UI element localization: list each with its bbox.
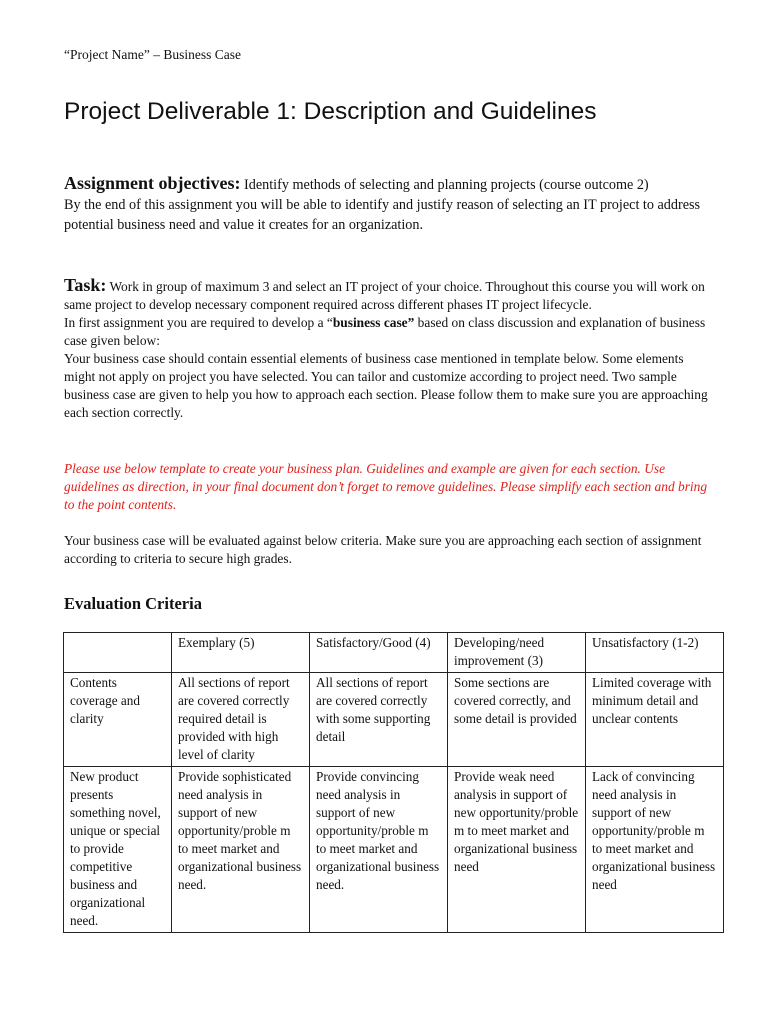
task-business-case-term: business case”: [332, 315, 415, 330]
table-cell: Provide convincing need analysis in support of new opportunity/proble m to meet market and organizational business need.: [310, 767, 448, 933]
table-cell: All sections of report are covered correctly with some supporting detail: [310, 673, 448, 767]
header-cell-satisfactory: Satisfactory/Good (4): [310, 633, 448, 673]
objectives-label: Assignment objectives:: [64, 173, 241, 193]
table-cell: Lack of convincing need analysis in support of new opportunity/proble m to meet market and organizational business need: [586, 767, 724, 933]
evaluation-table: [63, 632, 724, 933]
objectives-section: [64, 173, 714, 235]
table-row: [64, 673, 724, 767]
table-cell: All sections of report are covered correctly required detail is provided with high level of clarity: [172, 673, 310, 767]
task-template-note: Your business case should contain essential elements of business case mentioned in template below. Some elements might not apply on project you have selected. You can tailor and customize according to project need. Two sample business case are given to help you how to approach each section. Please follow them to make sure you are approaching each section correctly.: [64, 351, 708, 420]
table-cell: New product presents something novel, unique or special to provide competitive business and organizational need.: [64, 767, 172, 933]
header-cell-exemplary: Exemplary (5): [172, 633, 310, 673]
objectives-detail: By the end of this assignment you will be able to identify and justify reason of selecting an IT project to address potential business need and value it creates for an organization.: [64, 197, 701, 233]
header-cell-developing: Developing/need improvement (3): [448, 633, 586, 673]
task-text: Work in group of maximum 3 and select an IT project of your choice. Throughout this course you will work on same project to develop necessary component required across different phases IT project lifecycle.: [64, 279, 705, 312]
document-header: “Project Name” – Business Case: [64, 47, 241, 62]
header-cell-blank: [64, 633, 172, 673]
objectives-text: Identify methods of selecting and planning projects (course outcome 2): [240, 177, 649, 193]
task-assignment-pre: In first assignment you are required to develop a “: [64, 315, 333, 330]
page-title: Project Deliverable 1: Description and Guidelines: [64, 98, 597, 125]
evaluation-note: Your business case will be evaluated against below criteria. Make sure you are approaching each section of assignment according to criteria to secure high grades.: [64, 533, 702, 566]
table-row: [64, 767, 724, 933]
task-label: Task:: [64, 275, 107, 295]
table-cell: Limited coverage with minimum detail and unclear contents: [586, 673, 724, 767]
task-assignment-post: based on class discussion and explanation of business case given below:: [64, 315, 706, 348]
table-cell: Contents coverage and clarity: [64, 673, 172, 767]
table-cell: Some sections are covered correctly, and some detail is provided: [448, 673, 586, 767]
template-instructions: Please use below template to create your business plan. Guidelines and example are given for each section. Use guidelines as direction, in your final document don’t forget to remove guidelines. Please simplify each section and bring to the point contents.: [64, 461, 708, 512]
table-cell: Provide sophisticated need analysis in support of new opportunity/proble m to meet market and organizational business need.: [172, 767, 310, 933]
table-cell: Provide weak need analysis in support of new opportunity/proble m to meet market and organizational business need: [448, 767, 586, 933]
table-header-row: [64, 633, 724, 673]
evaluation-heading: Evaluation Criteria: [64, 594, 202, 613]
header-cell-unsatisfactory: Unsatisfactory (1-2): [586, 633, 724, 673]
task-section: [64, 276, 714, 422]
